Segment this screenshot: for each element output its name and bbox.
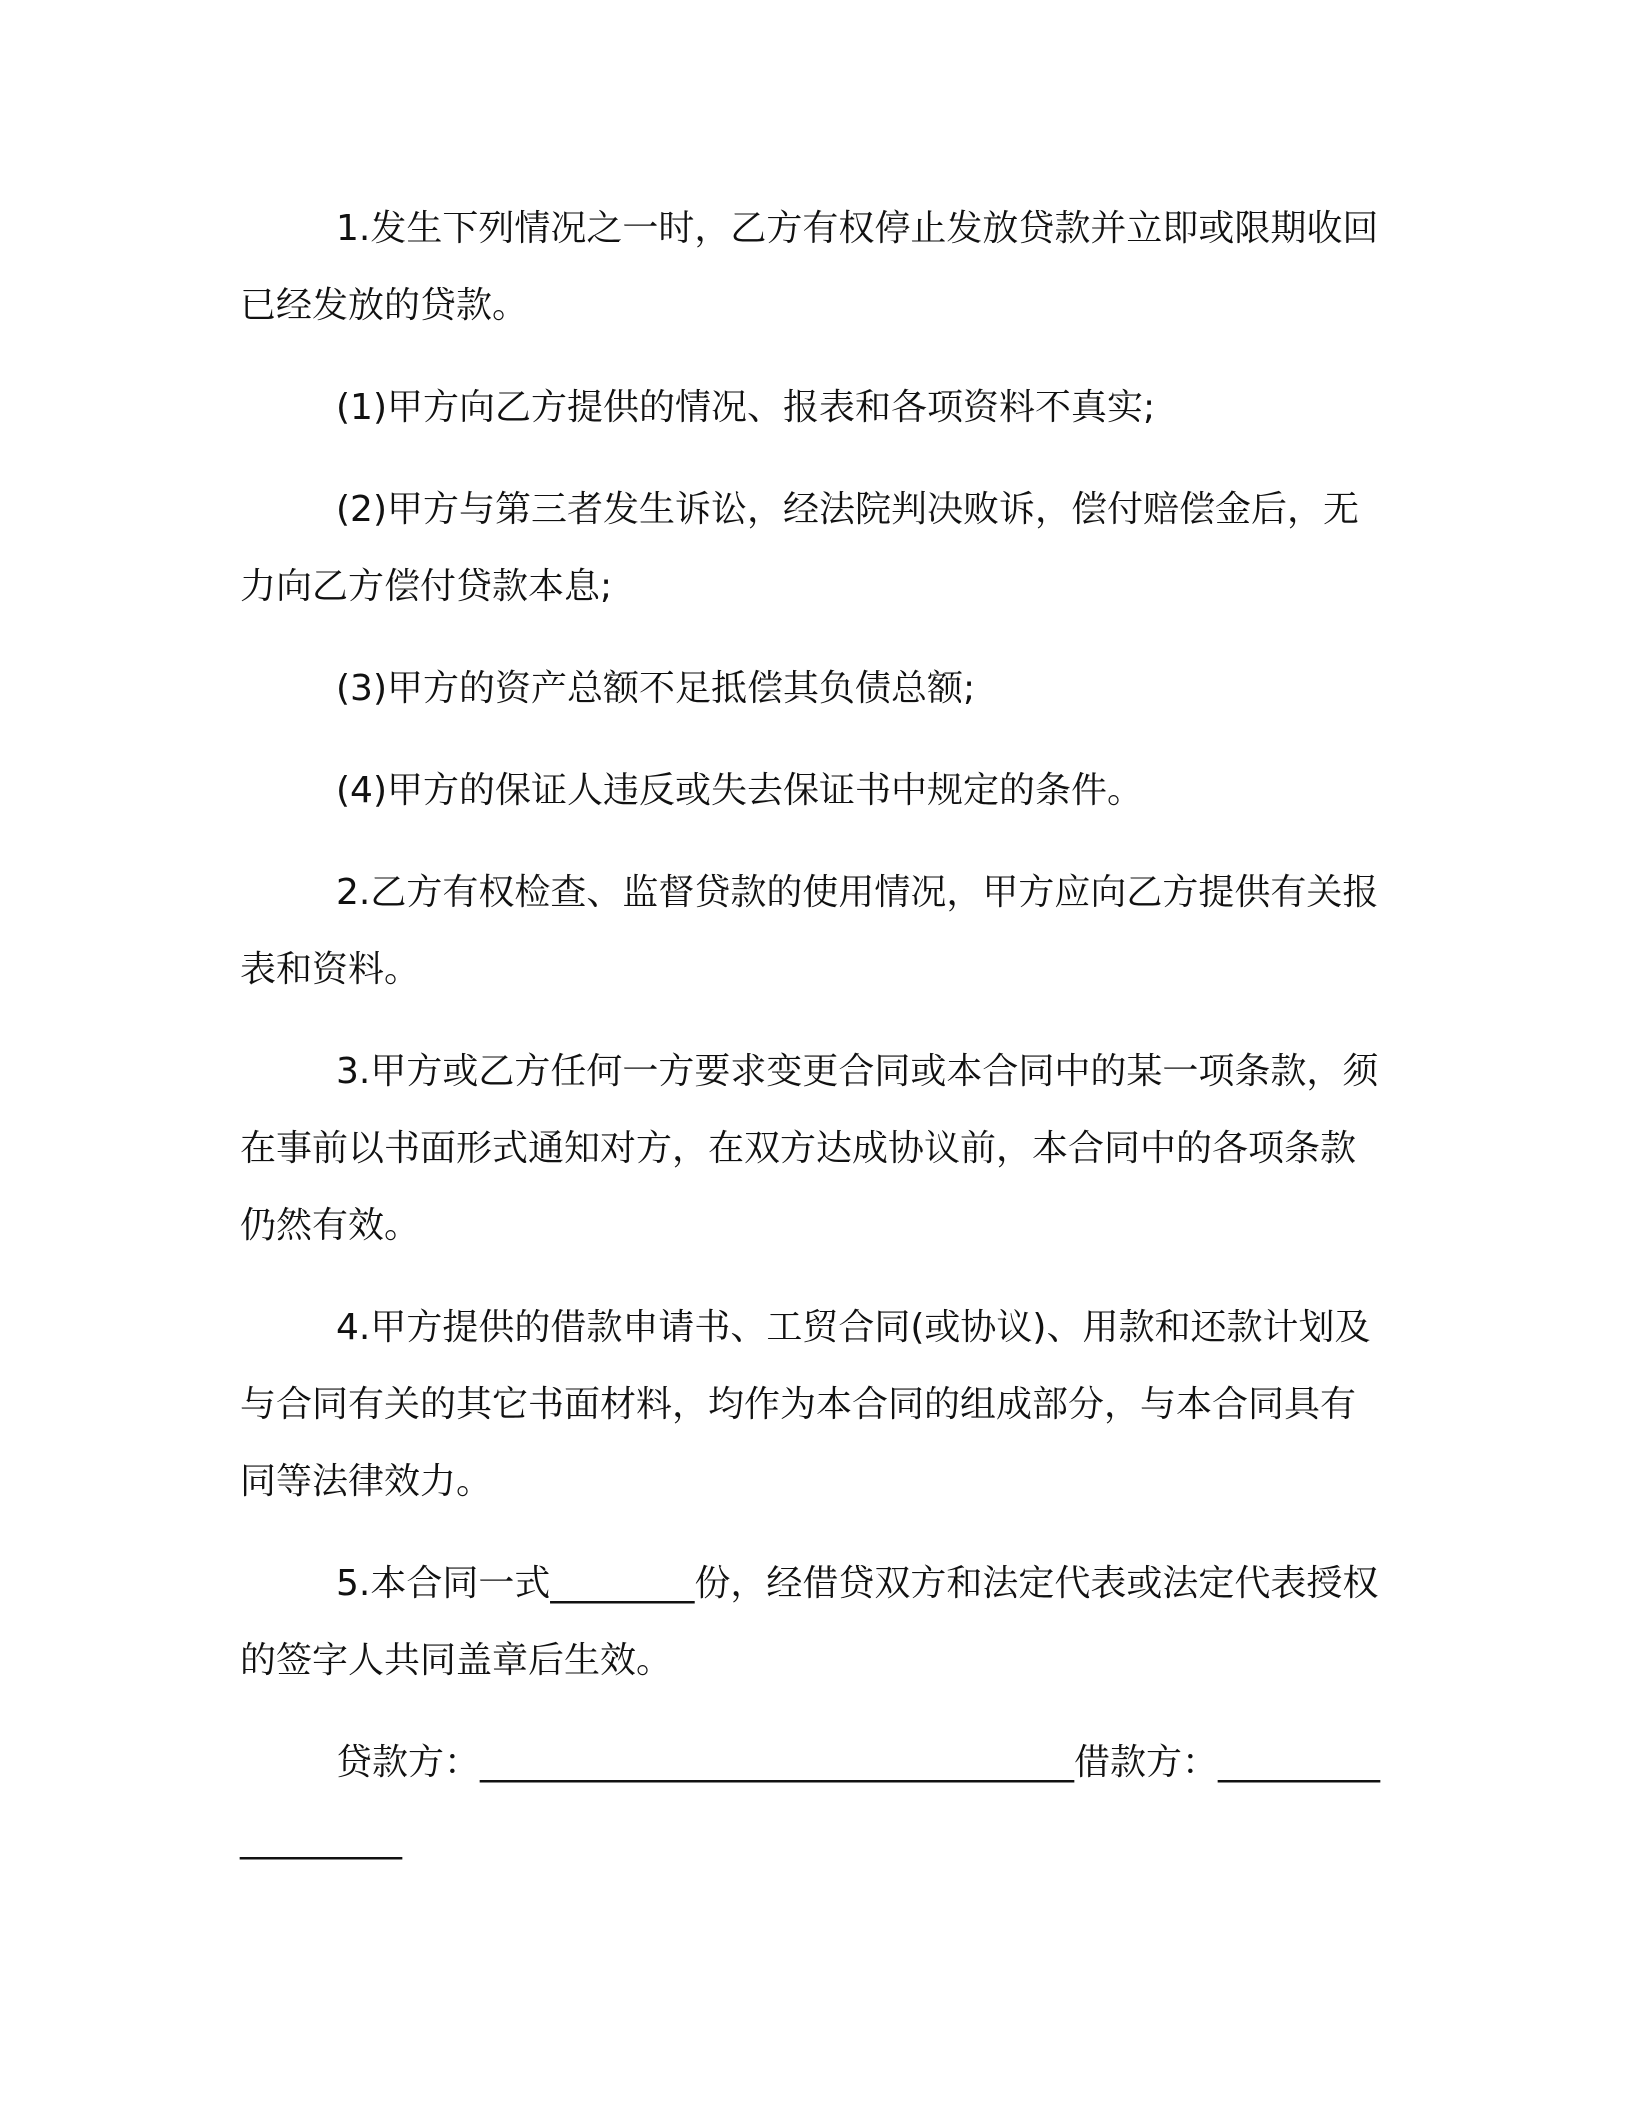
clause-1-item-2: (2)甲方与第三者发生诉讼，经法院判决败诉，偿付赔偿金后，无力向乙方偿付贷款本息; xyxy=(240,489,1359,607)
clause-4: 4.甲方提供的借款申请书、工贸合同(或协议)、用款和还款计划及与合同有关的其它书面材料，均作为本合同的组成部分，与本合同具有同等法律效力。 xyxy=(240,1307,1371,1502)
signature-line: 贷款方：_________________________________借款方：__________________ xyxy=(240,1742,1381,1860)
clause-1-item-3: (3)甲方的资产总额不足抵偿其负债总额; xyxy=(336,668,976,709)
clause-1-item-4: (4)甲方的保证人违反或失去保证书中规定的条件。 xyxy=(336,770,1143,811)
document-page xyxy=(240,190,1390,1878)
clause-2: 2.乙方有权检查、监督贷款的使用情况，甲方应向乙方提供有关报表和资料。 xyxy=(240,872,1379,990)
clause-3: 3.甲方或乙方任何一方要求变更合同或本合同中的某一项条款，须在事前以书面形式通知对方，在双方达成协议前，本合同中的各项条款仍然有效。 xyxy=(240,1051,1379,1246)
clause-1-item-1: (1)甲方向乙方提供的情况、报表和各项资料不真实; xyxy=(336,387,1156,428)
clause-1: 1.发生下列情况之一时，乙方有权停止发放贷款并立即或限期收回已经发放的贷款。 xyxy=(240,208,1379,326)
clause-5: 5.本合同一式________份，经借贷双方和法定代表或法定代表授权的签字人共同盖章后生效。 xyxy=(240,1563,1379,1681)
